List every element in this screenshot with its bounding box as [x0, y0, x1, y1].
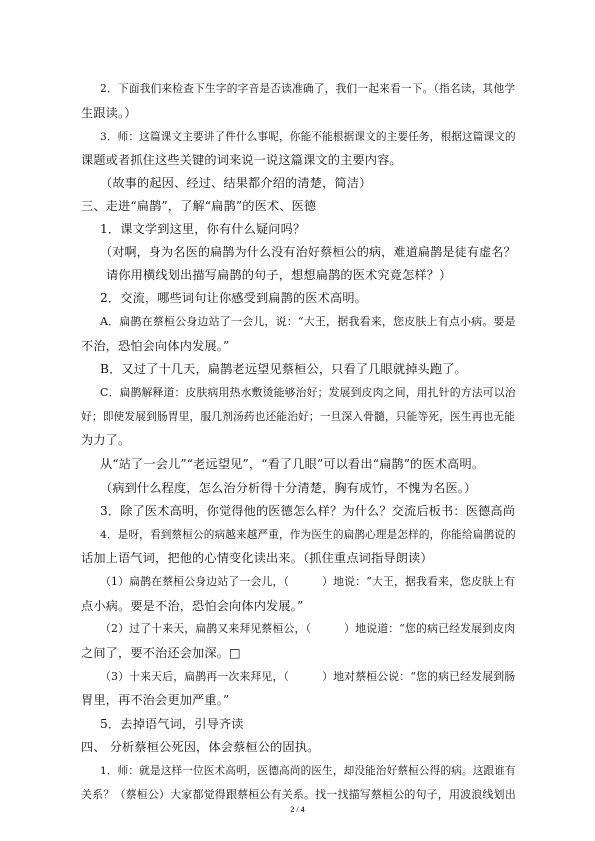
text-line: （故事的起因、经过、结果都介绍的清楚，简洁）: [100, 176, 372, 190]
text-line: （病到什么程度，怎么治分析得十分清楚，胸有成竹，不愧为名医。）: [100, 481, 477, 495]
text-line: 为力了。: [81, 433, 131, 447]
text-line: 关系？（蔡桓公）大家都觉得跟蔡桓公有关系。找一找描写蔡桓公的句子，用波浪线划出: [81, 788, 516, 801]
text-line: （对啊，身为名医的扁鹊为什么没有治好蔡桓公的病，难道扁鹊是徒有虚名？: [100, 245, 516, 259]
text-line: C．扁鹊解释道：皮肤病用热水敷烫能够治好；发展到皮肉之间，用扎针的方法可以治: [100, 386, 516, 399]
text-line: 之间了，要不治还会加深。□: [81, 646, 241, 660]
section-heading: 三、走进“扁鹊”，了解“扁鹊”的医术、医德: [81, 199, 317, 213]
text-line: B．又过了十几天，扁鹊老远望见蔡桓公，只看了几眼就掉头跑了。: [100, 362, 467, 376]
text-line: 4．是呀，看到蔡桓公的病越来越严重，作为医生的扁鹊心理是怎样的，你能给扁鹊说的: [100, 528, 516, 541]
text-line: 不治，恐怕会向体内发展。”: [81, 339, 230, 353]
text-line: 请你用横线划出描写扁鹊的句子，想想扁鹊的医术究竟怎样？）: [106, 268, 452, 282]
text-line: 1．课文学到这里，你有什么疑问吗？: [100, 222, 306, 236]
text-line: 3．除了医术高明，你觉得他的医德怎么样？为什么？交流后板书：医德高尚: [100, 504, 516, 518]
text-line: A．扁鹊在蔡桓公身边站了一会儿，说：“大王，据我看来，您皮肤上有点小病。要是: [100, 315, 516, 328]
text-line: 2．下面我们来检查下生字的字音是否读准确了，我们一起来看一下。（指名读，其他学: [100, 82, 516, 95]
text-line: 点小病。要是不治，恐怕会向体内发展。”: [81, 599, 304, 613]
text-line: （3）十来天后，扁鹊再一次来拜见，（ ）地对蔡桓公说：“您的病已经发展到肠: [100, 670, 516, 683]
text-line: 生跟读。）: [81, 106, 137, 120]
text-line: 2．交流，哪些词句让你感受到扁鹊的医术高明。: [100, 291, 367, 305]
text-line: 课题或者抓住这些关键的词来说一说这篇课文的主要内容。: [81, 153, 402, 167]
text-line: 3．师：这篇课文主要讲了件什么事呢，你能不能根据课文的主要任务，根据这篇课文的: [100, 130, 516, 143]
page-number: 2 / 4: [290, 805, 305, 814]
text-line: 从“站了一会儿”“老远望见”，“看了几眼”可以看出“扁鹊”的医术高明。: [100, 457, 485, 471]
text-line: （1）扁鹊在蔡桓公身边站了一会儿，（ ）地说：“大王，据我看来，您皮肤上有: [100, 575, 516, 588]
section-heading: 四、 分析蔡桓公死因，体会蔡桓公的固执。: [81, 740, 320, 754]
text-line: 话加上语气词，把他的心情变化读出来。（抓住重点词指导朗读）: [81, 551, 433, 565]
text-line: 5．去掉语气词，引导齐读: [100, 717, 244, 731]
text-line: （2）过了十来天，扁鹊又来拜见蔡桓公，（ ）地说道：“您的病已经发展到皮肉: [100, 622, 516, 635]
text-line: 胃里，再不治会更加严重。”: [81, 693, 230, 707]
text-line: 1．师：就是这样一位医术高明，医德高尚的医生，却没能治好蔡桓公得的病。这跟谁有: [100, 764, 516, 777]
text-line: 好；即使发展到肠胃里，服几剂汤药也还能治好；一旦深入骨髓，只能等死，医生再也无能: [81, 410, 516, 423]
